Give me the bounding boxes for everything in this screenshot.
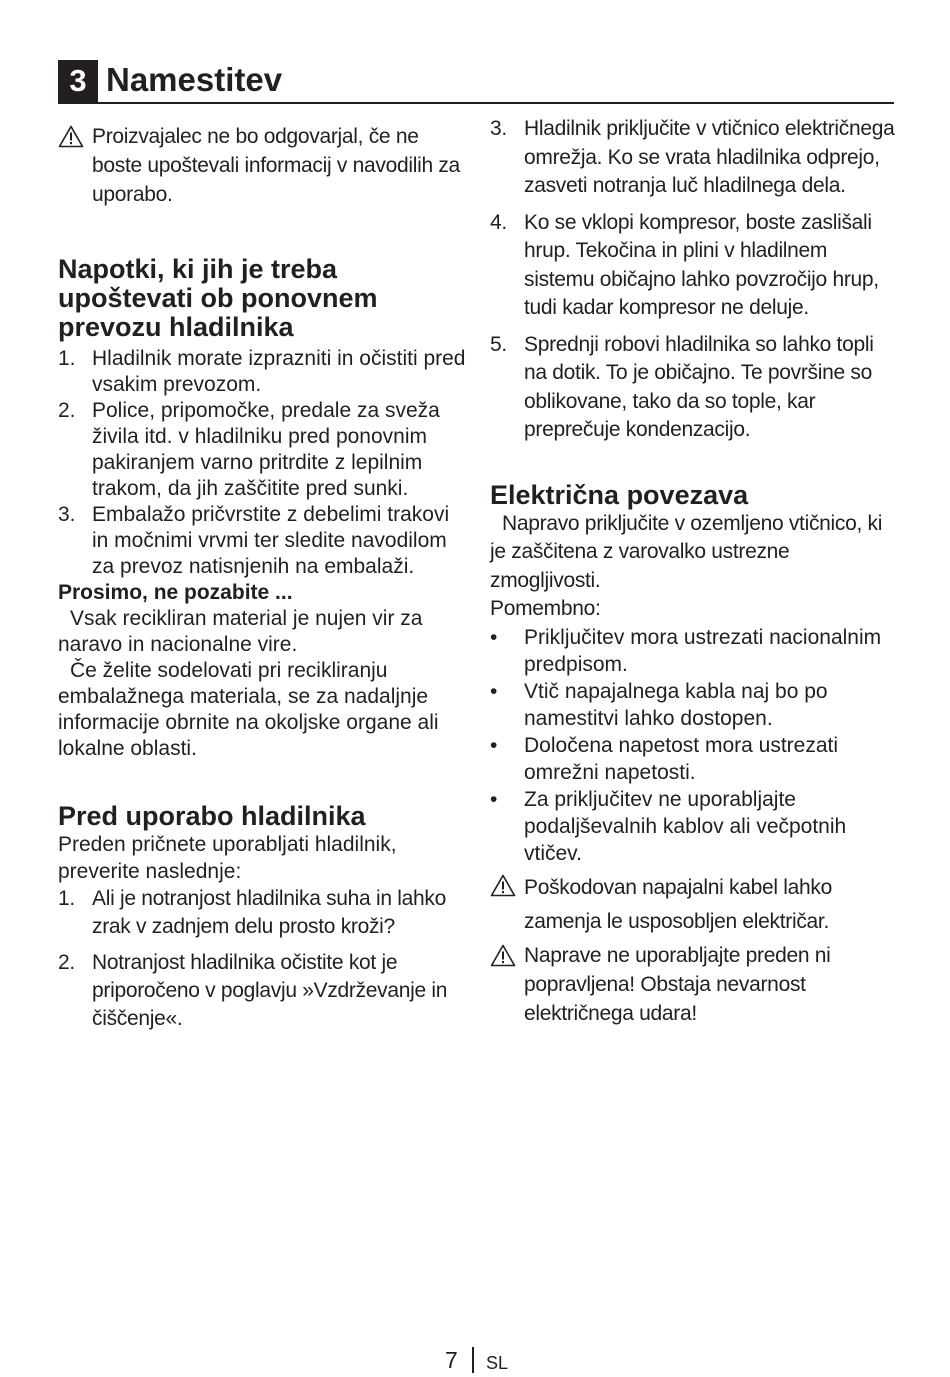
list-text: Embalažo pričvrstite z debelimi trakovi in močnimi vrvmi ter sledite navodilom za prevoz natisnjenih na embalaži. — [92, 503, 450, 578]
list-number: 2. — [58, 399, 76, 422]
list-text: Notranjost hladilnika očistite kot je priporočeno v poglavju »Vzdrževanje in čiščenje«. — [92, 951, 448, 1030]
bullet-mark: • — [490, 625, 498, 649]
warning-text: Proizvajalec ne bo odgovarjal, če ne boste upoštevali informacij v navodilih za uporabo. — [92, 125, 460, 206]
electric-heading: Električna povezava — [490, 479, 749, 510]
manufacturer-warning — [58, 122, 470, 209]
chapter-number: 3 — [58, 60, 98, 102]
bullet-text: Določena napetost mora ustrezati omrežni napetosti. — [524, 733, 839, 784]
list-number: 2. — [58, 951, 75, 974]
page-footer — [0, 1345, 950, 1375]
list-item — [58, 346, 470, 398]
list-item — [58, 885, 470, 941]
electric-intro: Napravo priključite v ozemljeno vtičnico, ki je zaščitena z varovalko ustrezne zmogljivosti. — [490, 511, 883, 592]
list-item — [490, 115, 900, 201]
page-number: 7 — [445, 1347, 458, 1373]
cable-warning — [490, 871, 900, 939]
list-number: 4. — [490, 210, 507, 234]
list-text: Ko se vklopi kompresor, boste zaslišali hrup. Tekočina in plini v hladilnem sistemu običajno lahko povzročijo hrup, tudi kadar kompresor ne deluje. — [524, 210, 879, 319]
list-text: Ali je notranjost hladilnika suha in lahko zrak v zadnjem delu prosto kroži? — [92, 887, 446, 938]
bullet-mark: • — [490, 733, 498, 757]
list-text: Hladilnik priključite v vtičnico električnega omrežja. Ko se vrata hladilnika odprejo, zasveti notranja luč hladilnega dela. — [524, 117, 895, 197]
list-number: 1. — [58, 887, 75, 910]
warning-text-line: zamenja le usposobljen električar. — [524, 909, 829, 933]
list-number: 3. — [490, 117, 507, 140]
electric-bullets — [490, 624, 900, 867]
warning-text: Naprave ne uporabljajte preden ni popravljena! Obstaja nevarnost električnega udara! — [524, 943, 831, 1025]
list-text: Police, pripomočke, predale za sveža živila itd. v hladilniku pred ponovnim pakiranjem varno pritrdite z lepilnim trakom, da jih zaščitite pred sunki. — [92, 399, 440, 500]
transport-heading: Napotki, ki jih je treba upoštevati ob ponovnem prevozu hladilnika — [58, 254, 378, 342]
list-number: 1. — [58, 347, 76, 370]
list-item — [58, 949, 470, 1033]
warning-triangle-icon — [490, 944, 516, 967]
list-text: Sprednji robovi hladilnika so lahko topli na dotik. To je običajno. Te površine so oblikovane, tako da so tople, kar preprečuje kondenzacijo. — [524, 332, 874, 441]
warning-text-line: Poškodovan napajalni kabel lahko — [524, 875, 832, 899]
bullet-text: Priključitev mora ustrezati nacionalnim predpisom. — [524, 625, 882, 676]
before-use-list — [58, 885, 470, 1033]
left-column — [58, 122, 470, 1033]
bullet-item — [490, 732, 900, 786]
chapter-header — [58, 58, 894, 104]
chapter-title: Namestitev — [106, 61, 283, 98]
list-item — [58, 502, 470, 580]
list-item — [490, 209, 900, 323]
bullet-item — [490, 786, 900, 867]
recycling-paragraph: Če želite sodelovati pri recikliranju embalažnega materiala, se za nadaljnje informacije obrnite na okoljske organe ali lokalne oblasti. — [58, 659, 439, 760]
bullet-item — [490, 678, 900, 732]
warning-triangle-icon — [58, 125, 84, 148]
transport-list — [58, 346, 470, 580]
list-item — [490, 331, 900, 445]
footer-divider — [472, 1347, 474, 1373]
warning-triangle-icon — [490, 874, 516, 897]
bullet-mark: • — [490, 679, 498, 703]
shock-warning — [490, 941, 900, 1028]
before-use-heading: Pred uporabo hladilnika — [58, 801, 366, 831]
important-label: Pomembno: — [490, 597, 601, 620]
bullet-mark: • — [490, 787, 498, 811]
list-number: 3. — [58, 503, 76, 526]
list-item — [58, 398, 470, 502]
language-code: SL — [486, 1353, 509, 1373]
remember-paragraph: Vsak recikliran material je nujen vir za naravo in nacionalne vire. — [58, 607, 423, 656]
before-use-intro: Preden pričnete uporabljati hladilnik, preverite naslednje: — [58, 833, 397, 883]
list-number: 5. — [490, 332, 507, 356]
right-column — [490, 115, 900, 1028]
list-text: Hladilnik morate izprazniti in očistiti pred vsakim prevozom. — [92, 347, 466, 396]
bullet-text: Vtič napajalnega kabla naj bo po namestitvi lahko dostopen. — [524, 679, 828, 730]
bullet-item — [490, 624, 900, 678]
bullet-text: Za priključitev ne uporabljajte podaljševalnih kablov ali večpotnih vtičev. — [524, 787, 847, 865]
remember-title: Prosimo, ne pozabite ... — [58, 581, 293, 604]
